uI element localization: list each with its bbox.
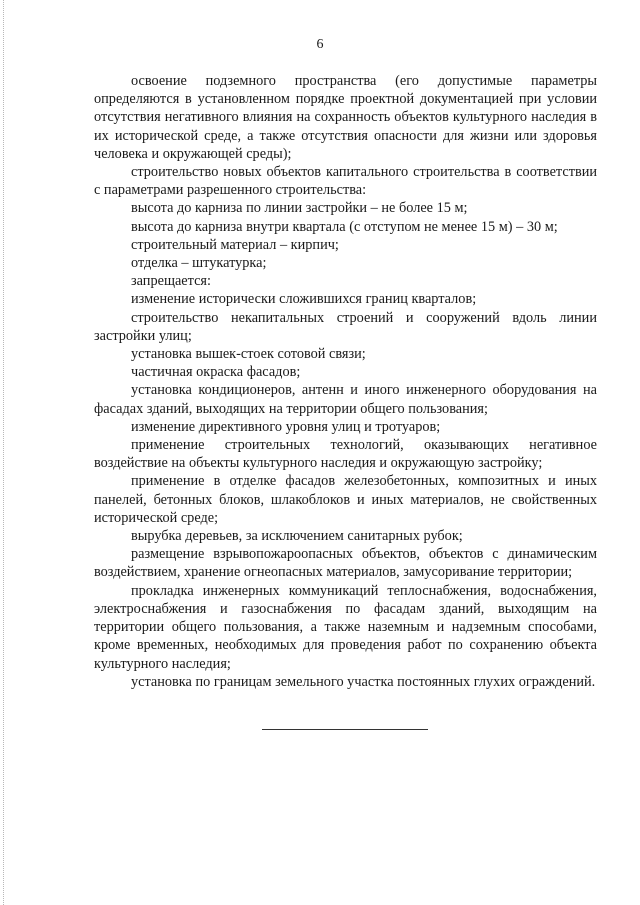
page-number: 6 [316, 37, 324, 52]
paragraph: высота до карниза внутри квартала (с отступом не менее 15 м) – 30 м; [131, 218, 558, 235]
paragraph: освоение подземного пространства (его допустимые параметры определяются в установленном порядке проектной документацией при условии отсутствия негативного влияния на сохранность объектов культурного наследия в их исторической среде, а также отсутствия опасности для жизни или здоровья человека и окружающей среды); [94, 73, 597, 162]
paragraph: строительство некапитальных строений и сооружений вдоль линии застройки улиц; [94, 309, 597, 344]
paragraph: частичная окраска фасадов; [131, 364, 301, 381]
paragraph: изменение исторически сложившихся границ кварталов; [131, 291, 477, 308]
paragraph: установка вышек-стоек сотовой связи; [131, 346, 366, 363]
paragraph: применение в отделке фасадов железобетонных, композитных и иных панелей, бетонных блоков, шлакоблоков и иных материалов, не свойственных исторической среде; [94, 473, 597, 526]
paragraph: установка кондиционеров, антенн и иного инженерного оборудования на фасадах зданий, выходящих на территории общего пользования; [94, 382, 597, 417]
paragraph: отделка – штукатурка; [131, 255, 267, 272]
paragraph: размещение взрывопожароопасных объектов, объектов с динамическим воздействием, хранение огнеопасных материалов, замусоривание территории; [94, 546, 597, 581]
paragraph: высота до карниза по линии застройки – не более 15 м; [131, 200, 468, 217]
paragraph: вырубка деревьев, за исключением санитарных рубок; [131, 528, 463, 545]
paragraph: строительство новых объектов капитального строительства в соответствии с параметрами разрешенного строительства: [94, 164, 597, 199]
document-body [94, 72, 597, 691]
closing-rule [262, 729, 428, 730]
paragraph: изменение директивного уровня улиц и тротуаров; [131, 418, 441, 435]
paragraph: прокладка инженерных коммуникаций теплоснабжения, водоснабжения, электроснабжения и газоснабжения по фасадам зданий, выходящим на территории общего пользования, а также наземным и надземным способами, кроме временных, необходимых для проведения работ по сохранению объекта культурного наследия; [94, 582, 597, 672]
paragraph: запрещается: [131, 273, 211, 290]
paragraph: применение строительных технологий, оказывающих негативное воздействие на объекты культурного наследия и окружающую застройку; [94, 437, 597, 472]
paragraph: строительный материал – кирпич; [131, 236, 339, 253]
scan-edge-divider [0, 0, 4, 905]
paragraph: установка по границам земельного участка постоянных глухих ограждений. [131, 673, 596, 690]
